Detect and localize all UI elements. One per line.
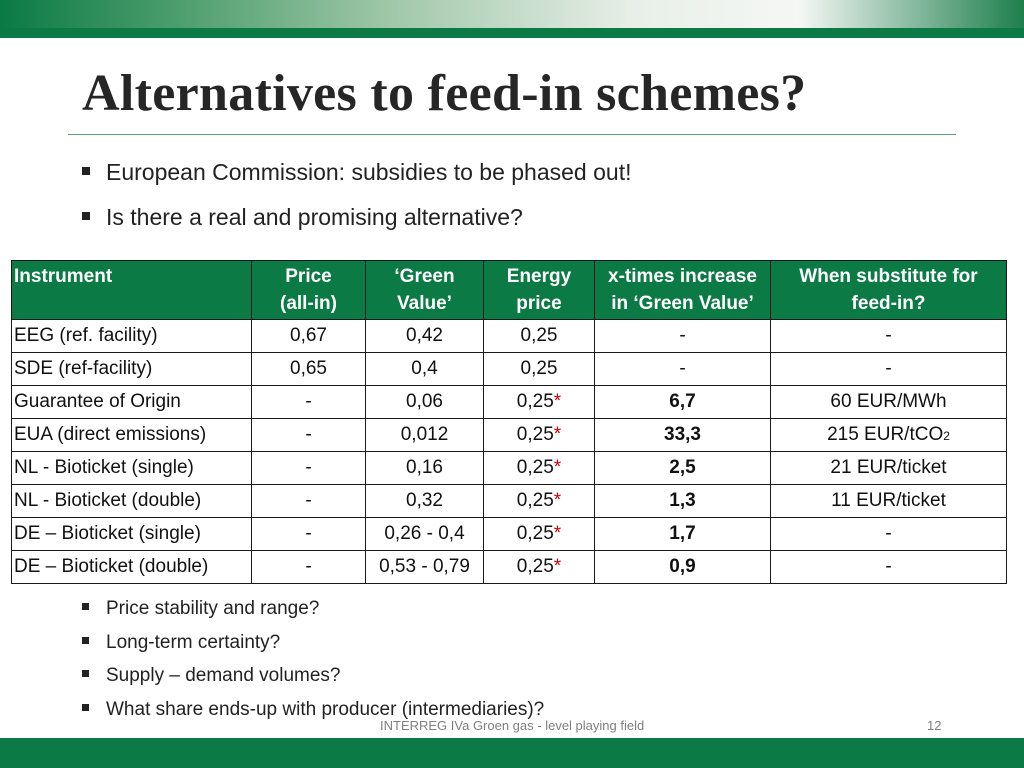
title-divider xyxy=(68,134,956,135)
cell-x-times-increase: 33,3 xyxy=(595,419,771,452)
asterisk-marker: * xyxy=(553,457,562,478)
asterisk-marker: * xyxy=(553,523,562,544)
cell-x-times-increase: - xyxy=(595,320,771,353)
cell-instrument: DE – Bioticket (single) xyxy=(12,518,252,551)
cell-substitute: - xyxy=(771,320,1007,353)
cell-substitute: 21 EUR/ticket xyxy=(771,452,1007,485)
asterisk-marker: * xyxy=(553,391,562,412)
column-header-green-value: ‘Green Value’ xyxy=(366,261,484,320)
cell-energy-price: 0,25* xyxy=(484,452,595,485)
table-row xyxy=(12,419,1007,452)
cell-price: 0,67 xyxy=(252,320,366,353)
cell-x-times-increase: 0,9 xyxy=(595,551,771,584)
questions-bullet-list xyxy=(82,594,544,728)
square-bullet-icon xyxy=(82,637,89,644)
cell-price: - xyxy=(252,386,366,419)
instrument-comparison-table xyxy=(11,260,1007,584)
square-bullet-icon xyxy=(82,212,90,220)
slide-title: Alternatives to feed-in schemes? xyxy=(82,65,807,122)
cell-green-value: 0,53 - 0,79 xyxy=(366,551,484,584)
cell-instrument: DE – Bioticket (double) xyxy=(12,551,252,584)
cell-energy-price: 0,25* xyxy=(484,386,595,419)
table-row xyxy=(12,485,1007,518)
cell-instrument: EEG (ref. facility) xyxy=(12,320,252,353)
cell-x-times-increase: 6,7 xyxy=(595,386,771,419)
question-bullet xyxy=(82,661,544,695)
cell-substitute: - xyxy=(771,551,1007,584)
cell-price: 0,65 xyxy=(252,353,366,386)
intro-bullet-text: Is there a real and promising alternative? xyxy=(106,204,523,230)
table-row xyxy=(12,320,1007,353)
cell-energy-price: 0,25* xyxy=(484,518,595,551)
top-green-strip xyxy=(0,28,1024,38)
square-bullet-icon xyxy=(82,704,89,711)
cell-green-value: 0,42 xyxy=(366,320,484,353)
cell-green-value: 0,4 xyxy=(366,353,484,386)
co2-subscript: 2 xyxy=(943,429,950,443)
cell-energy-price: 0,25* xyxy=(484,485,595,518)
table-row xyxy=(12,452,1007,485)
cell-green-value: 0,26 - 0,4 xyxy=(366,518,484,551)
cell-x-times-increase: 1,3 xyxy=(595,485,771,518)
square-bullet-icon xyxy=(82,670,89,677)
table-row xyxy=(12,518,1007,551)
question-bullet-text: What share ends-up with producer (intermediaries)? xyxy=(106,698,545,720)
cell-instrument: Guarantee of Origin xyxy=(12,386,252,419)
cell-energy-price: 0,25 xyxy=(484,320,595,353)
cell-green-value: 0,32 xyxy=(366,485,484,518)
cell-price: - xyxy=(252,485,366,518)
footer-text: INTERREG IVa Groen gas - level playing field xyxy=(380,718,645,733)
cell-substitute: 11 EUR/ticket xyxy=(771,485,1007,518)
intro-bullet-text: European Commission: subsidies to be phased out! xyxy=(106,159,632,185)
bottom-decorative-bar xyxy=(0,738,1024,768)
cell-instrument: SDE (ref-facility) xyxy=(12,353,252,386)
asterisk-marker: * xyxy=(553,556,562,577)
question-bullet-text: Supply – demand volumes? xyxy=(106,665,341,686)
asterisk-marker: * xyxy=(553,424,562,445)
intro-bullet xyxy=(82,199,631,244)
cell-green-value: 0,16 xyxy=(366,452,484,485)
cell-energy-price: 0,25 xyxy=(484,353,595,386)
cell-substitute: 60 EUR/MWh xyxy=(771,386,1007,419)
question-bullet xyxy=(82,594,544,628)
table-body xyxy=(12,320,1007,584)
cell-substitute: - xyxy=(771,518,1007,551)
table-row xyxy=(12,551,1007,584)
question-bullet-text: Long-term certainty? xyxy=(106,631,281,653)
cell-price: - xyxy=(252,452,366,485)
cell-x-times-increase: 2,5 xyxy=(595,452,771,485)
table-row xyxy=(12,353,1007,386)
question-bullet-text: Price stability and range? xyxy=(106,598,320,619)
cell-instrument: EUA (direct emissions) xyxy=(12,419,252,452)
cell-price: - xyxy=(252,419,366,452)
square-bullet-icon xyxy=(82,167,90,175)
table-row xyxy=(12,386,1007,419)
cell-green-value: 0,06 xyxy=(366,386,484,419)
intro-bullet xyxy=(82,154,631,199)
column-header-price: Price (all-in) xyxy=(252,261,366,320)
square-bullet-icon xyxy=(82,603,89,610)
cell-substitute: - xyxy=(771,353,1007,386)
table-header-row xyxy=(12,261,1007,320)
column-header-instrument: Instrument xyxy=(12,261,252,320)
column-header-energy-price: Energy price xyxy=(484,261,595,320)
page-number: 12 xyxy=(927,718,942,733)
question-bullet xyxy=(82,628,544,662)
cell-green-value: 0,012 xyxy=(366,419,484,452)
cell-price: - xyxy=(252,518,366,551)
column-header-x-times-increase: x-times increase in ‘Green Value’ xyxy=(595,261,771,320)
cell-instrument: NL - Bioticket (double) xyxy=(12,485,252,518)
cell-instrument: NL - Bioticket (single) xyxy=(12,452,252,485)
cell-energy-price: 0,25* xyxy=(484,419,595,452)
cell-x-times-increase: 1,7 xyxy=(595,518,771,551)
column-header-substitute: When substitute for feed-in? xyxy=(771,261,1007,320)
cell-substitute: 215 EUR/tCO2 xyxy=(771,419,1007,452)
intro-bullet-list xyxy=(82,154,631,244)
cell-price: - xyxy=(252,551,366,584)
cell-energy-price: 0,25* xyxy=(484,551,595,584)
asterisk-marker: * xyxy=(553,490,562,511)
cell-x-times-increase: - xyxy=(595,353,771,386)
